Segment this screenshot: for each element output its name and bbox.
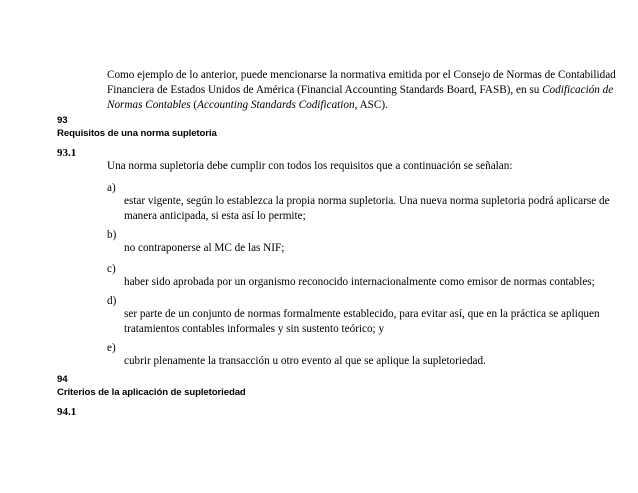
intro-line-2 <box>107 83 614 98</box>
item-a-line-1: estar vigente, según lo establezca la propia norma supletoria. Una nueva norma supletoria podrá aplicarse de <box>124 195 610 207</box>
item-b-text <box>124 241 583 256</box>
item-a-line-2: manera anticipada, si esta así lo permite; <box>124 210 306 222</box>
item-a-label: a) <box>107 182 116 194</box>
section-93-number: 93 <box>57 115 68 126</box>
intro-line-3-text-a: ( <box>190 99 198 111</box>
item-c-label: c) <box>107 263 116 275</box>
item-b-label: b) <box>107 229 117 241</box>
intro-line-2-text: Financiera de Estados Unidos de América (Financial Accounting Standards Board, FASB), en su <box>107 84 543 96</box>
section-94-heading: Criterios de la aplicación de supletoriedad <box>57 387 246 398</box>
intro-line-2-italic: Codificación de <box>542 84 614 96</box>
item-d-line-1: ser parte de un conjunto de normas formalmente establecido, para evitar así, que en la práctica se apliquen <box>124 308 600 320</box>
intro-line-3 <box>107 98 583 113</box>
item-e-label: e) <box>107 342 116 354</box>
item-a-text <box>124 194 610 224</box>
item-c-line-1: haber sido aprobada por un organismo reconocido internacionalmente como emisor de normas contables; <box>124 276 595 288</box>
item-d-line-2: tratamientos contables informales y sin sustento teórico; y <box>124 323 385 335</box>
intro-line-3-italic-a: Normas Contables <box>107 99 191 111</box>
intro-line-3-italic-b: Accounting Standards Codification <box>197 99 355 111</box>
section-94-number: 94 <box>57 374 68 385</box>
section-93-heading: Requisitos de una norma supletoria <box>57 128 217 139</box>
item-d-text <box>124 307 600 337</box>
item-d-label: d) <box>107 295 117 307</box>
paragraph-93-1-number: 93.1 <box>57 147 77 159</box>
item-e-line-1: cubrir plenamente la transacción u otro evento al que se aplique la supletoriedad. <box>124 355 486 367</box>
intro-line-3-text-b: , ASC). <box>354 99 388 111</box>
intro-paragraph <box>107 68 616 113</box>
item-e-text <box>124 354 583 369</box>
paragraph-94-1-number: 94.1 <box>57 406 77 418</box>
intro-line-1: Como ejemplo de lo anterior, puede mencionarse la normativa emitida por el Consejo de Normas de Contabilidad <box>107 69 616 81</box>
paragraph-93-1-lead: Una norma supletoria debe cumplir con todos los requisitos que a continuación se señalan: <box>107 160 513 172</box>
item-c-text <box>124 275 595 290</box>
item-b-line-1: no contraponerse al MC de las NIF; <box>124 242 285 254</box>
